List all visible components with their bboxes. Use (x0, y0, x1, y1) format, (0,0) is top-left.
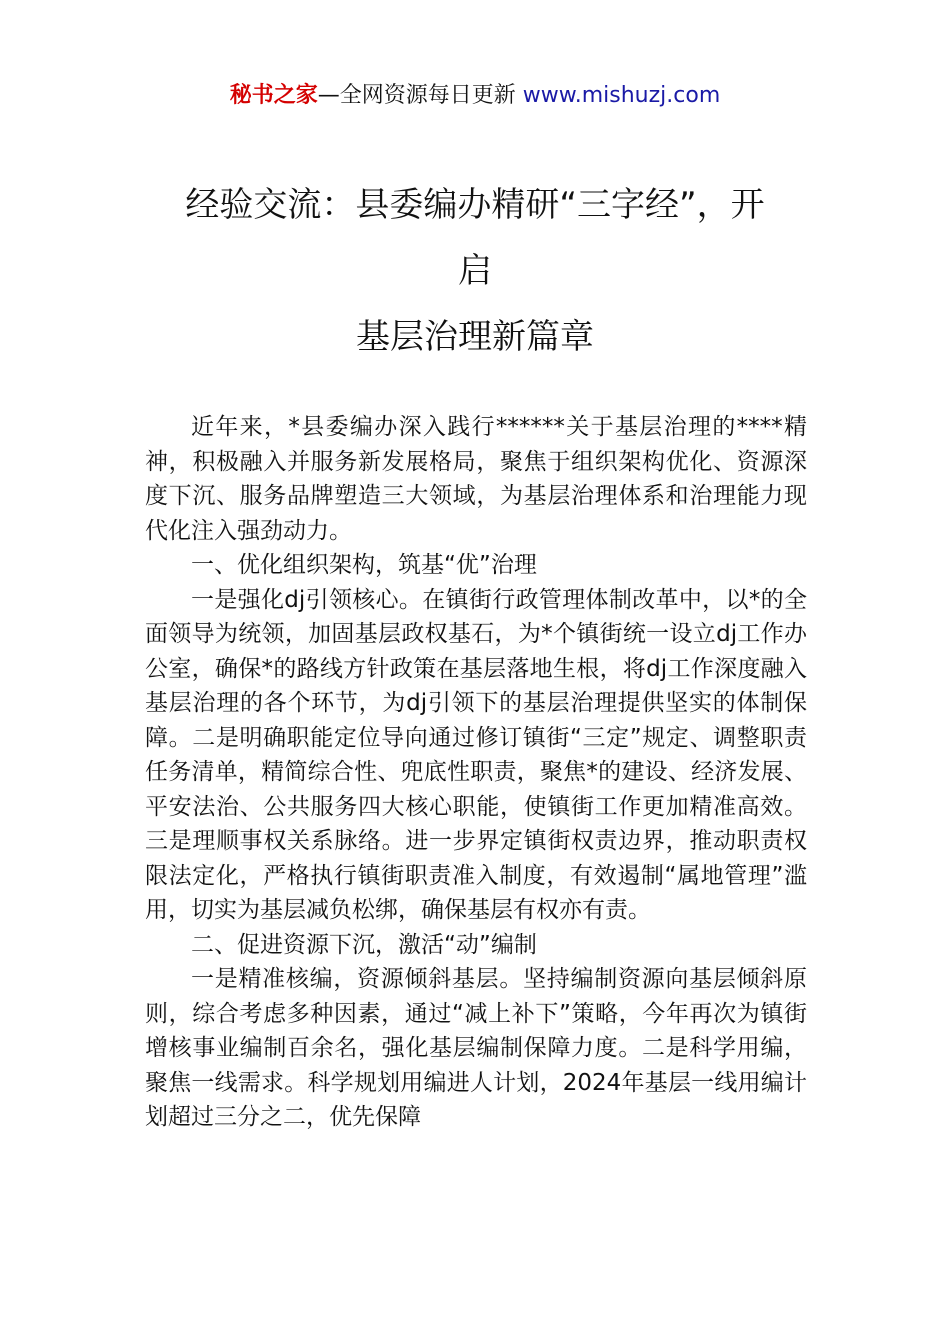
intro-paragraph: 近年来，*县委编办深入践行******关于基层治理的****精神，积极融入并服务新发展格局，聚焦于组织架构优化、资源深度下沉、服务品牌塑造三大领域，为基层治理体系和治理能力现代化注入强劲动力。 (145, 414, 807, 544)
site-brand: 秘书之家 (229, 83, 318, 108)
site-url-link[interactable]: www.mishuzj.com (522, 83, 721, 108)
document-title (0, 172, 950, 370)
site-header (0, 80, 950, 112)
site-slogan: —全网资源每日更新 (317, 83, 516, 108)
title-line-1: 经验交流：县委编办精研“三字经”，开 (185, 185, 765, 225)
document-body (145, 410, 807, 1135)
section-1-paragraph: 一是强化dj引领核心。在镇街行政管理体制改革中，以*的全面领导为统领，加固基层政权基石，为*个镇街统一设立dj工作办公室，确保*的路线方针政策在基层落地生根，将dj工作深度融入基层治理的各个环节，为dj引领下的基层治理提供坚实的体制保障。二是明确职能定位导向通过修订镇街“三定”规定、调整职责任务清单，精简综合性、兜底性职责，聚焦*的建设、经济发展、平安法治、公共服务四大核心职能，使镇街工作更加精准高效。三是理顺事权关系脉络。进一步界定镇街权责边界，推动职责权限法定化，严格执行镇街职责准入制度，有效遏制“属地管理”滥用，切实为基层减负松绑，确保基层有权亦有责。 (145, 586, 807, 923)
section-heading-1: 一、优化组织架构，筑基“优”治理 (191, 552, 537, 578)
title-line-3: 基层治理新篇章 (356, 317, 594, 357)
title-line-2: 启 (458, 251, 492, 291)
section-heading-2: 二、促进资源下沉，激活“动”编制 (191, 931, 537, 958)
section-2-paragraph: 一是精准核编，资源倾斜基层。坚持编制资源向基层倾斜原则，综合考虑多种因素，通过“减上补下”策略，今年再次为镇街增核事业编制百余名，强化基层编制保障力度。二是科学用编，聚焦一线需求。科学规划用编进人计划，2024年基层一线用编计划超过三分之二，优先保障 (145, 966, 807, 1130)
